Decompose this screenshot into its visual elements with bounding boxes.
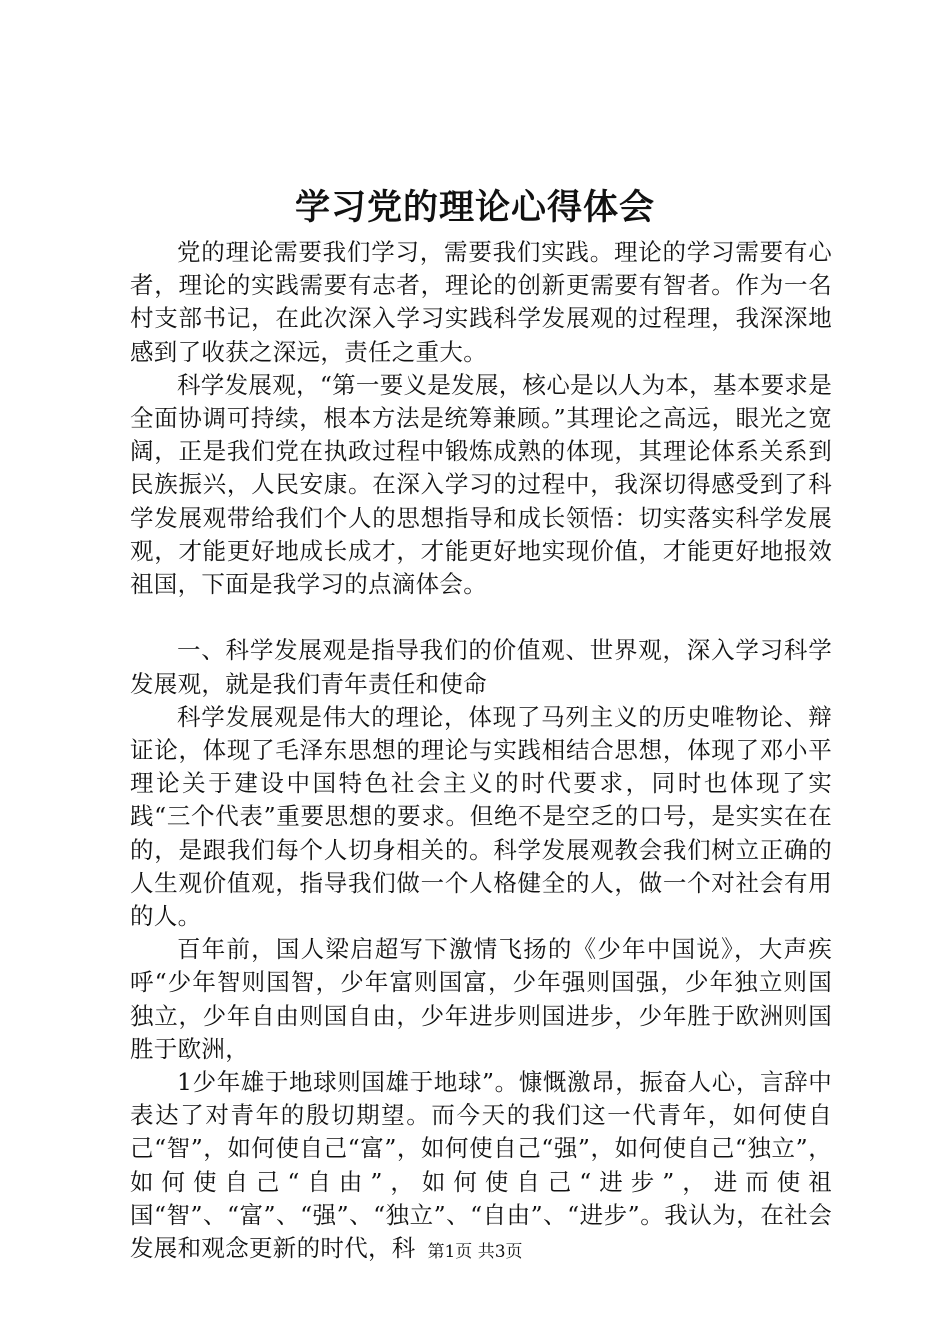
section-heading-1: 一、科学发展观是指导我们的价值观、世界观，深入学习科学发展观，就是我们青年责任和使命 bbox=[130, 636, 832, 698]
paragraph-youth-mission: 1少年雄于地球则国雄于地球”。慷慨激昂，振奋人心，言辞中表达了对青年的殷切期望。而今天的我们这一代青年，如何使自己“智”，如何使自己“富”，如何使自己“强”，如何使自己“独立”，如何使自己“自由”，如何使自己“进步”，进而使祖国“智”、“富”、“强”、“独立”、“自由”、“进步”。我认为，在社会发展和观念更新的时代，科 bbox=[130, 1068, 832, 1263]
paragraph-great-theory: 科学发展观是伟大的理论，体现了马列主义的历史唯物论、辩证论，体现了毛泽东思想的理论与实践相结合思想，体现了邓小平理论关于建设中国特色社会主义的时代要求，同时也体现了实践“三个代表”重要思想的要求。但绝不是空乏的口号，是实实在在的，是跟我们每个人切身相关的。科学发展观教会我们树立正确的人生观价值观，指导我们做一个人格健全的人，做一个对社会有用的人。 bbox=[130, 702, 832, 931]
paragraph-spacer bbox=[130, 601, 832, 634]
document-title: 学习党的理论心得体会 bbox=[294, 188, 655, 228]
paragraph-intro: 党的理论需要我们学习，需要我们实践。理论的学习需要有心者，理论的实践需要有志者，理论的创新更需要有智者。作为一名村支部书记，在此次深入学习实践科学发展观的过程理，我深深地感到了收获之深远，责任之重大。 bbox=[130, 238, 832, 366]
paragraph-scientific-outlook: 科学发展观，“第一要义是发展，核心是以人为本，基本要求是全面协调可持续，根本方法是统筹兼顾。”其理论之高远，眼光之宽阔，正是我们党在执政过程中锻炼成熟的体现，其理论体系关系到民族振兴，人民安康。在深入学习的过程中，我深切得感受到了科学发展观带给我们个人的思想指导和成长领悟：切实落实科学发展观，才能更好地成长成才，才能更好地实现价值，才能更好地报效祖国，下面是我学习的点滴体会。 bbox=[130, 370, 832, 599]
paragraph-liang-qichao: 百年前，国人梁启超写下激情飞扬的《少年中国说》，大声疾呼“少年智则国智，少年富则国富，少年强则国强，少年独立则国独立，少年自由则国自由，少年进步则国进步，少年胜于欧洲则国胜于欧洲， bbox=[130, 935, 832, 1063]
document-body bbox=[130, 236, 832, 1265]
page-footer: 第1页 共3页 bbox=[427, 1242, 523, 1262]
